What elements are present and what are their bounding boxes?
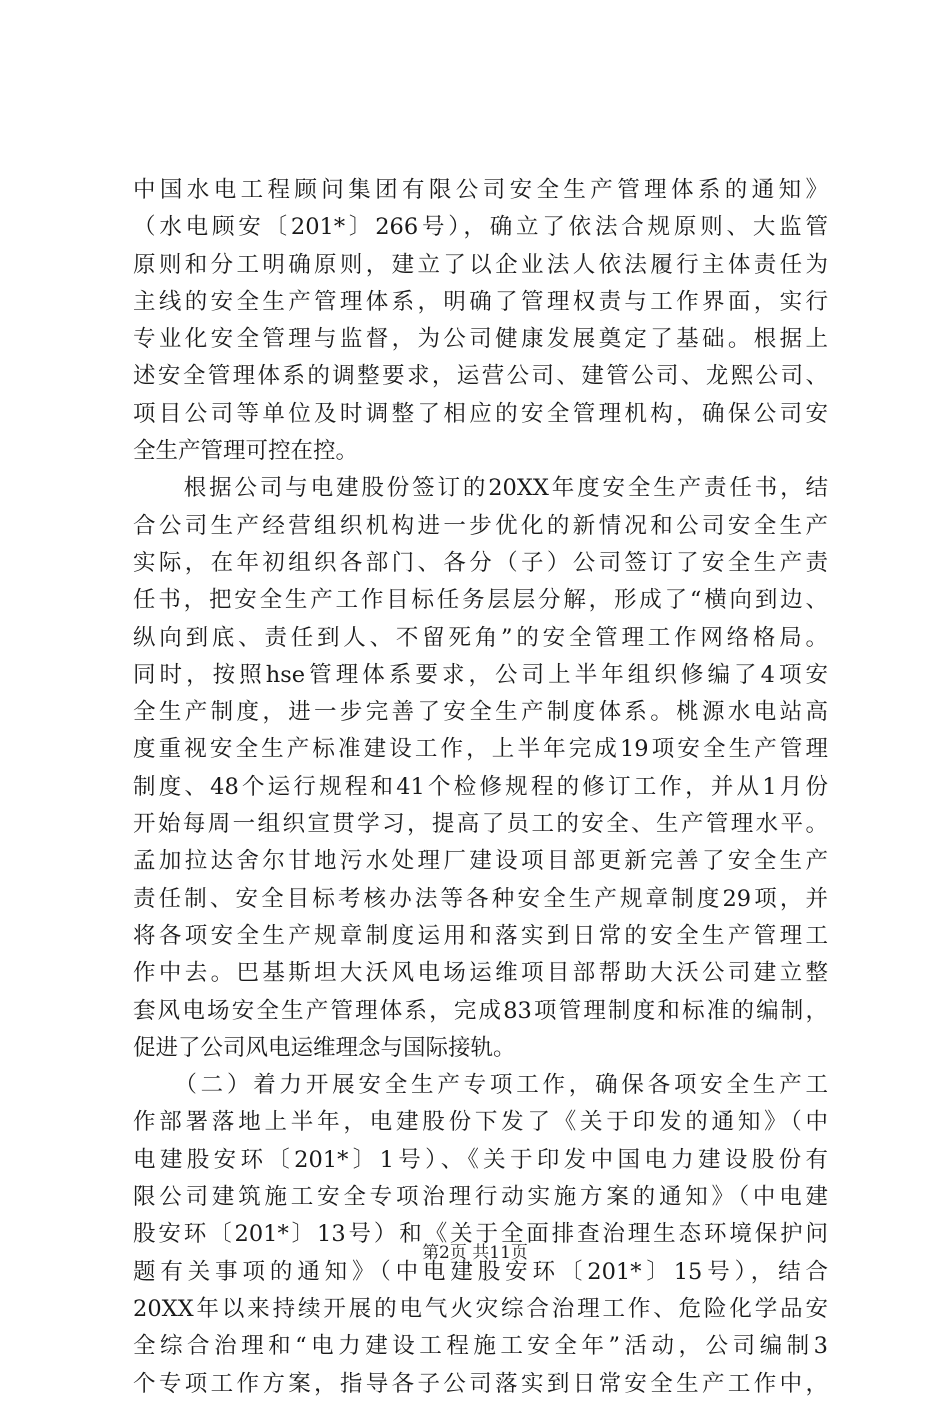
text-line: 股安环〔201*〕13号）和《关于全面排查治理生态环境保护问	[133, 1221, 828, 1248]
text-line: 主线的安全生产管理体系，明确了管理权责与工作界面，实行	[133, 288, 828, 315]
text-line: 原则和分工明确原则，建立了以企业法人依法履行主体责任为	[133, 251, 828, 278]
text-line: 电建股安环〔201*〕1号）、《关于印发中国电力建设股份有	[133, 1146, 828, 1173]
text-line: 套风电场安全生产管理体系，完成83项管理制度和标准的编制，	[133, 997, 828, 1024]
text-line: 根据公司与电建股份签订的20XX年度安全生产责任书，结	[133, 475, 828, 502]
text-line: 全综合治理和“电力建设工程施工安全年”活动，公司编制3	[133, 1333, 828, 1360]
text-line: 全生产制度，进一步完善了安全生产制度体系。桃源水电站高	[133, 699, 828, 726]
text-line: 全生产管理可控在控。	[133, 438, 359, 465]
page-footer: 第2页 共11页	[422, 1243, 528, 1263]
text-line: 作中去。巴基斯坦大沃风电场运维项目部帮助大沃公司建立整	[133, 960, 828, 987]
text-line: 实际，在年初组织各部门、各分（子）公司签订了安全生产责	[133, 549, 828, 576]
text-line: 任书，把安全生产工作目标任务层层分解，形成了“横向到边、	[133, 587, 828, 614]
text-line: 合公司生产经营组织机构进一步优化的新情况和公司安全生产	[133, 512, 828, 539]
text-line: 中国水电工程顾问集团有限公司安全生产管理体系的通知》	[133, 177, 828, 203]
text-line: 同时，按照hse管理体系要求，公司上半年组织修编了4项安	[133, 661, 828, 688]
text-line: 题有关事项的通知》（中电建股安环〔201*〕15号），结合	[133, 1258, 828, 1285]
text-line: 责任制、安全目标考核办法等各种安全生产规章制度29项，并	[133, 885, 828, 912]
text-line: 将各项安全生产规章制度运用和落实到日常的安全生产管理工	[133, 922, 828, 949]
text-line: 纵向到底、责任到人、不留死角”的安全管理工作网络格局。	[133, 624, 828, 651]
text-line: 度重视安全生产标准建设工作，上半年完成19项安全生产管理	[133, 736, 828, 763]
text-line: 述安全管理体系的调整要求，运营公司、建管公司、龙熙公司、	[133, 363, 828, 390]
text-line: 限公司建筑施工安全专项治理行动实施方案的通知》（中电建	[133, 1184, 828, 1211]
text-line: 促进了公司风电运维理念与国际接轨。	[133, 1034, 516, 1061]
text-line: 20XX年以来持续开展的电气火灾综合治理工作、危险化学品安	[133, 1295, 828, 1322]
text-line: 作部署落地上半年，电建股份下发了《关于印发的通知》（中	[133, 1109, 828, 1136]
text-line: 项目公司等单位及时调整了相应的安全管理机构，确保公司安	[133, 400, 828, 427]
text-line: 孟加拉达舍尔甘地污水处理厂建设项目部更新完善了安全生产	[133, 848, 828, 875]
text-line: （二）着力开展安全生产专项工作，确保各项安全生产工	[133, 1072, 828, 1099]
text-line: 个专项工作方案，指导各子公司落实到日常安全生产工作中，	[133, 1370, 828, 1397]
text-line: 开始每周一组织宣贯学习，提高了员工的安全、生产管理水平。	[133, 811, 828, 838]
text-line: 专业化安全管理与监督，为公司健康发展奠定了基础。根据上	[133, 326, 828, 353]
body-text	[133, 172, 828, 1403]
text-line: 制度、48个运行规程和41个检修规程的修订工作，并从1月份	[133, 773, 828, 800]
text-line: （水电顾安〔201*〕266号），确立了依法合规原则、大监管	[133, 214, 828, 241]
